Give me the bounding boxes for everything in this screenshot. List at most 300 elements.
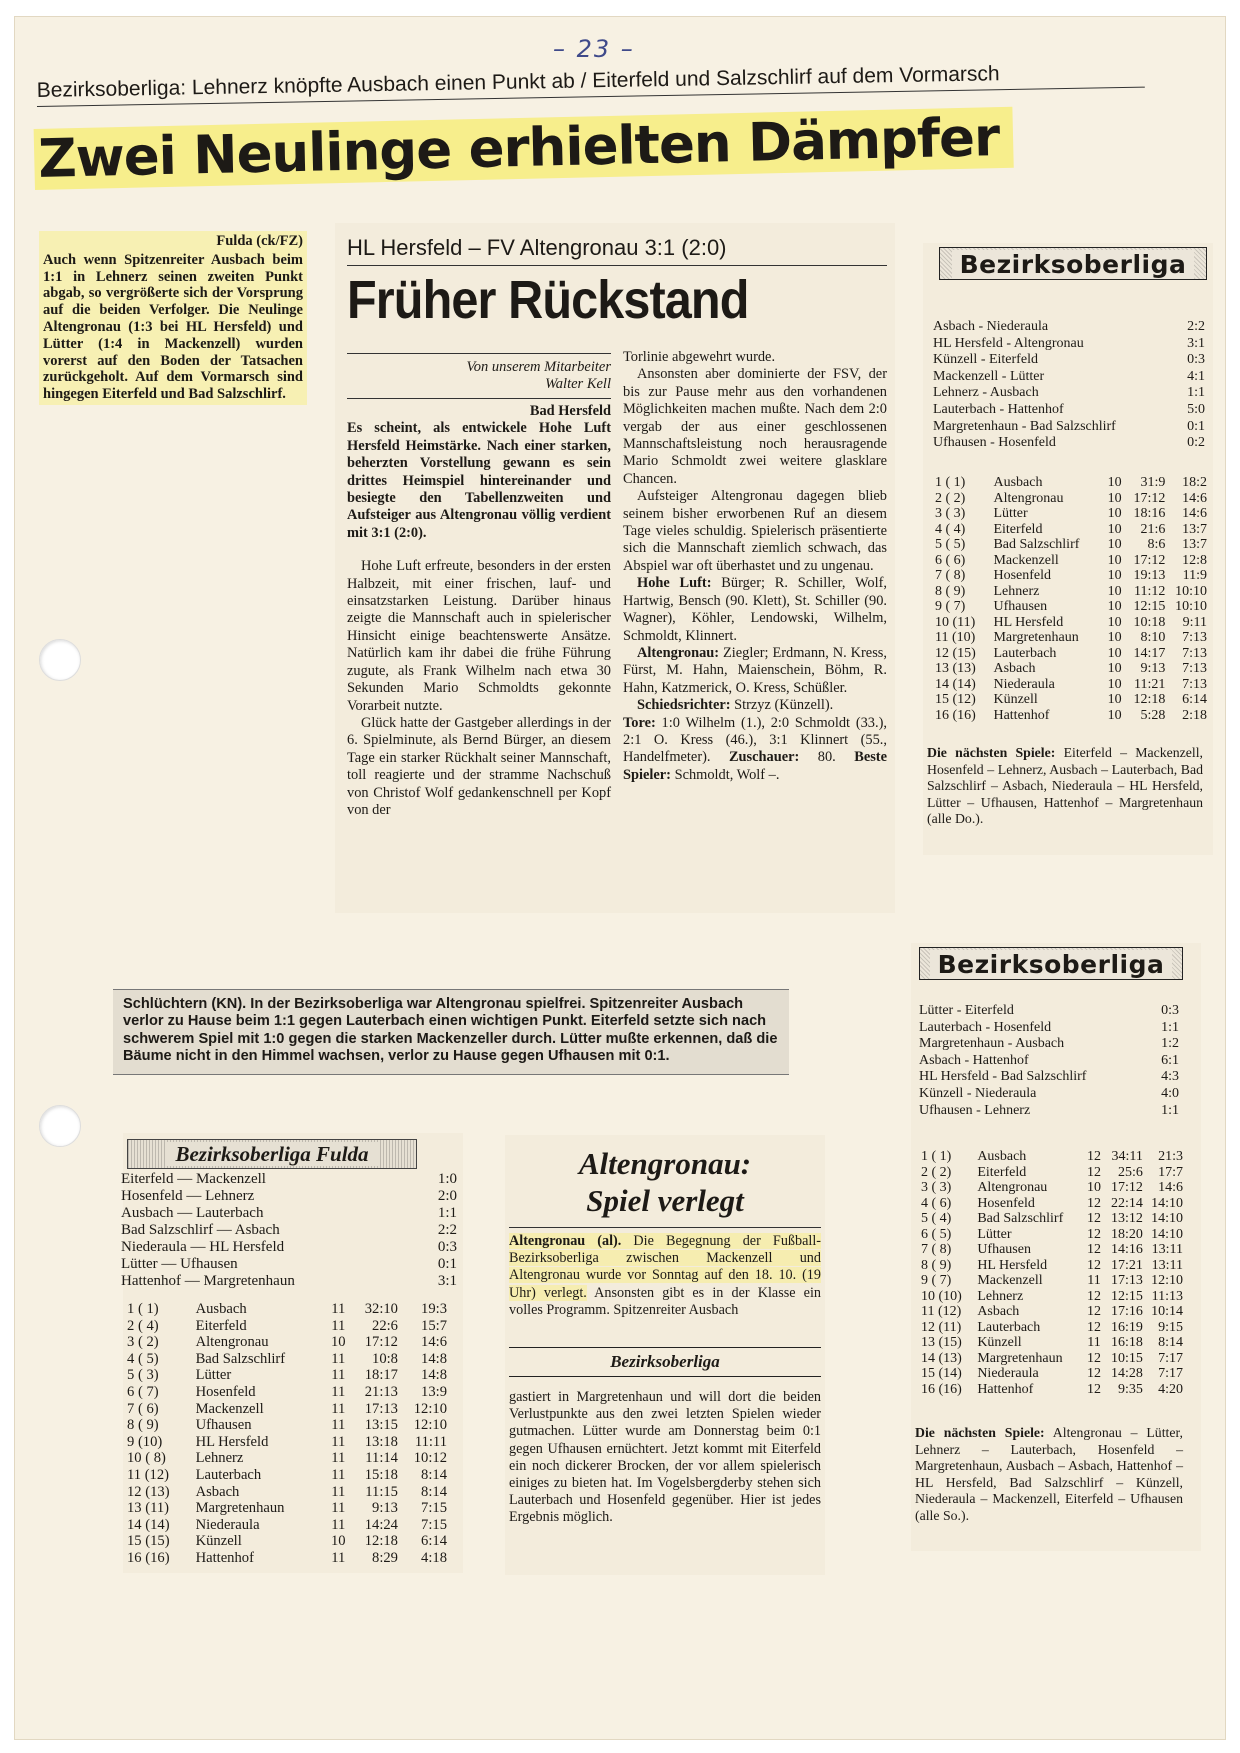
table-goals: 8:10 [1140, 630, 1166, 645]
table-row [935, 584, 1207, 600]
table-rank: 8 ( 9) [935, 583, 966, 599]
result-match: Lütter — Ufhausen [121, 1256, 238, 1272]
table-team: Ufhausen [977, 1242, 1031, 1257]
result-row [121, 1205, 457, 1222]
result-score: 2:0 [437, 1188, 457, 1204]
table-goals: 12:18 [364, 1533, 398, 1550]
table-team: Lehnerz [993, 583, 1040, 599]
result-row [933, 435, 1205, 452]
lineup-home [623, 575, 887, 645]
table-points: 11:13 [1151, 1288, 1183, 1304]
result-row [121, 1273, 457, 1290]
table-points: 13:7 [1182, 537, 1207, 552]
table-goals: 17:12 [1133, 552, 1166, 568]
table-team: Künzell [993, 692, 1038, 707]
table-points: 14:10 [1151, 1226, 1183, 1242]
table-rank: 15 (12) [935, 692, 976, 707]
table-team: Ufhausen [993, 599, 1048, 614]
table-games: 10 [1107, 521, 1122, 537]
table-goals: 31:9 [1140, 475, 1166, 490]
result-match: Asbach - Hattenhof [919, 1052, 1029, 1068]
table-points: 6:14 [421, 1533, 447, 1550]
table-team: HL Hersfeld [195, 1433, 269, 1450]
result-score: 3:1 [437, 1273, 457, 1289]
table-goals: 11:15 [365, 1483, 398, 1500]
table-rank: 10 (10) [921, 1288, 962, 1304]
table-points: 11:9 [1182, 568, 1207, 583]
table-row [127, 1550, 447, 1567]
next-games-text: Altengronau – Lütter, Lehnerz – Lauterbach, Hosenfeld – Margretenhaun, Ausbach – Asbach, Hattenhof – HL Hersfeld, Bad Salzschlirf – Künzell, Niederaula – Mackenzell, Eiterfeld – Ufhausen (alle So.). [915, 1425, 1183, 1523]
table-points: 7:17 [1158, 1366, 1183, 1381]
table-goals: 10:18 [1133, 614, 1166, 630]
table-games: 11 [331, 1450, 346, 1467]
table-games: 11 [331, 1367, 346, 1384]
table-rank: 16 (16) [127, 1549, 170, 1566]
table-games: 10 [1107, 707, 1122, 723]
goals-text: 1:0 Wilhelm (1.), 2:0 Schmoldt (33.), 2:1 O. Kress (46.), 3:1 Klinnert (55., Handelfmeter). [623, 714, 887, 766]
table-rank: 11 (12) [921, 1304, 962, 1319]
result-score: 1:0 [437, 1171, 457, 1187]
table-row [935, 506, 1207, 522]
box4-results [121, 1171, 457, 1290]
result-score: 1:2 [1161, 1036, 1179, 1052]
result-score: 4:3 [1161, 1069, 1179, 1085]
table-team: Hattenhof [977, 1381, 1034, 1397]
table-goals: 16:18 [1111, 1335, 1143, 1350]
byline-line-1: Von unserem Mitarbeiter [466, 359, 611, 375]
result-score: 0:1 [437, 1256, 457, 1272]
report-rule-top [347, 265, 887, 266]
table-goals: 17:13 [1111, 1273, 1143, 1288]
byline-rule [347, 398, 611, 399]
table-points: 7:15 [421, 1516, 447, 1533]
table-team: Eiterfeld [993, 521, 1043, 537]
table-goals: 10:8 [372, 1350, 398, 1367]
table-team: Bad Salzschlirf [195, 1350, 286, 1367]
table-games: 11 [331, 1350, 346, 1367]
table-row [935, 537, 1207, 553]
table-points: 12:10 [413, 1417, 447, 1434]
table-goals: 12:15 [1111, 1288, 1143, 1304]
result-match: Hattenhof — Margretenhaun [121, 1273, 295, 1289]
table-games: 10 [1107, 490, 1122, 506]
table-goals: 8:6 [1147, 537, 1166, 552]
result-score: 6:1 [1161, 1052, 1179, 1068]
table-goals: 19:13 [1133, 568, 1166, 583]
table-rank: 7 ( 8) [921, 1242, 952, 1257]
page-number: – 23 – [553, 35, 635, 63]
standings-box-3-title: Bezirksoberliga [930, 950, 1173, 979]
result-match: Ufhausen - Hosenfeld [933, 435, 1056, 451]
table-row [127, 1517, 447, 1534]
table-rank: 3 ( 3) [921, 1180, 952, 1195]
table-row [921, 1366, 1183, 1382]
table-row [921, 1211, 1183, 1227]
table-goals: 18:20 [1111, 1226, 1143, 1242]
table-games: 12 [1087, 1381, 1102, 1397]
table-row [127, 1301, 447, 1318]
table-rank: 3 ( 3) [935, 506, 966, 521]
table-goals: 17:13 [364, 1400, 398, 1417]
table-points: 10:10 [1175, 583, 1207, 599]
table-points: 10:12 [413, 1450, 447, 1467]
result-match: Ufhausen - Lehnerz [919, 1102, 1031, 1118]
table-goals: 18:17 [364, 1367, 398, 1384]
table-team: Ausbach [195, 1301, 247, 1317]
report-paragraph: Aufsteiger Altengronau dagegen blieb seinem bisher erworbenen Ruf an diesem Tage vieles schuldig. Spielerisch präsentierte sich die Mannschaft ziemlich schwach, das Abspiel war oft überhastet und zu ungenau. [623, 488, 887, 574]
table-row [127, 1401, 447, 1418]
table-row [921, 1149, 1183, 1165]
table-points: 7:17 [1158, 1350, 1183, 1366]
result-row [121, 1171, 457, 1188]
table-points: 19:3 [421, 1301, 447, 1317]
table-team: HL Hersfeld [993, 614, 1064, 630]
table-points: 14:6 [1158, 1180, 1183, 1195]
table-points: 13:11 [1151, 1242, 1183, 1257]
result-row [121, 1222, 457, 1239]
table-row [127, 1533, 447, 1550]
result-row [933, 419, 1205, 436]
result-match: Künzell - Niederaula [919, 1085, 1037, 1101]
best-players-label: Beste Spieler: [623, 749, 887, 783]
table-points: 21:3 [1158, 1149, 1183, 1164]
table-team: Eiterfeld [977, 1164, 1027, 1180]
table-points: 7:13 [1182, 630, 1207, 645]
result-match: Eiterfeld — Mackenzell [121, 1171, 266, 1187]
table-rank: 10 ( 8) [127, 1450, 166, 1467]
table-goals: 15:18 [364, 1466, 398, 1483]
result-row [919, 1086, 1179, 1103]
result-score: 3:1 [1187, 335, 1205, 351]
table-team: HL Hersfeld [977, 1257, 1048, 1273]
table-team: Altengronau [195, 1334, 269, 1351]
table-points: 7:15 [421, 1500, 447, 1517]
table-team: Lütter [993, 506, 1028, 521]
table-row [921, 1258, 1183, 1274]
table-goals: 9:13 [372, 1500, 398, 1517]
table-games: 12 [1087, 1226, 1102, 1242]
table-points: 6:14 [1182, 692, 1207, 707]
kn-text: In der Bezirksoberliga war Altengronau spielfrei. Spitzenreiter Ausbach verlor zu Hause beim 1:1 gegen Lauterbach einen wichtigen Punkt. Eiterfeld setzte sich nach schwerem Spiel mit 1:0 gegen die starken Mackenzeller durch. Lütter mußte erkennen, daß die Bäume nicht in den Himmel wachsen, verlor zu Hause gegen Ufhausen mit 0:1. [123, 996, 778, 1065]
table-team: Lauterbach [195, 1466, 262, 1483]
table-team: Mackenzell [993, 552, 1059, 568]
table-rank: 10 (11) [935, 614, 976, 630]
table-row [935, 677, 1207, 693]
report-match-line: HL Hersfeld – FV Altengronau 3:1 (2:0) [347, 235, 727, 260]
table-row [935, 646, 1207, 662]
table-games: 12 [1087, 1288, 1102, 1304]
table-goals: 10:15 [1111, 1350, 1143, 1366]
table-points: 4:18 [421, 1549, 447, 1566]
report-title: Früher Rückstand [347, 270, 749, 330]
box1-standings-table [935, 475, 1207, 723]
lineup-away-label: Altengronau: [637, 644, 720, 661]
best-players-text: Schmoldt, Wolf –. [670, 766, 780, 783]
table-team: Hosenfeld [195, 1383, 256, 1400]
table-goals: 12:18 [1133, 692, 1166, 707]
report-dateline: Bad Hersfeld [529, 403, 611, 419]
table-row [935, 491, 1207, 507]
standings-box-4-title: Bezirksoberliga Fulda [165, 1142, 378, 1166]
table-row [127, 1467, 447, 1484]
table-goals: 34:11 [1111, 1149, 1143, 1164]
table-points: 9:11 [1182, 614, 1207, 630]
table-rank: 15 (14) [921, 1366, 962, 1381]
table-team: Mackenzell [195, 1400, 264, 1417]
table-row [935, 661, 1207, 677]
table-games: 10 [1107, 568, 1122, 583]
alto-text-bottom: gastiert in Margretenhaun und will dort die beiden Verlustpunkte aus den zwei letzten Spielen wieder gutmachen. Lütter wurde am Donnerstag beim 0:1 gegen Ufhausen ernüchtert. Jetzt kommt mit Eiterfeld ein noch dickerer Brocken, der vor allem spielerisch einiges zu bieten hat. Im Vogelsbergderby stehen sich Lauterbach und Hosenfeld gegenüber. Hier ist jedes Ergebnis möglich. [509, 1389, 821, 1526]
table-goals: 17:16 [1111, 1304, 1143, 1319]
table-rank: 5 ( 5) [935, 537, 966, 552]
table-row [921, 1289, 1183, 1305]
table-team: Altengronau [977, 1180, 1048, 1195]
table-team: Hosenfeld [977, 1195, 1035, 1211]
table-points: 17:7 [1158, 1164, 1183, 1180]
punch-hole-bottom [39, 1105, 81, 1147]
result-row [919, 1103, 1179, 1120]
table-points: 9:15 [1158, 1319, 1183, 1335]
table-rank: 7 ( 6) [127, 1400, 159, 1417]
table-points: 18:2 [1182, 475, 1207, 490]
table-points: 12:8 [1182, 552, 1207, 568]
result-match: Margretenhaun - Ausbach [919, 1036, 1065, 1052]
punch-hole-top [39, 639, 81, 681]
table-points: 10:10 [1175, 599, 1207, 614]
table-goals: 9:13 [1140, 661, 1166, 676]
result-row [919, 1036, 1179, 1053]
box3-results [919, 1003, 1179, 1119]
scanned-page [14, 16, 1226, 1740]
table-team: Mackenzell [977, 1273, 1043, 1288]
result-score: 1:1 [1187, 385, 1205, 401]
table-rank: 16 (16) [921, 1381, 962, 1397]
table-games: 12 [1087, 1149, 1102, 1164]
table-games: 11 [331, 1433, 346, 1450]
table-team: Ufhausen [195, 1417, 252, 1434]
lineup-away-text: Ziegler; Erdmann, N. Kress, Fürst, M. Hahn, Maienschein, Böhm, R. Hahn, Katzmerick, O. Kress, Schüßler. [623, 644, 887, 696]
table-goals: 13:18 [364, 1433, 398, 1450]
lineup-home-text: Bürger; R. Schiller, Wolf, Hartwig, Bensch (90. Klett), St. Schiller (90. Wagner), Köhler, Lendowski, Wilhelm, Schmoldt, Klinnert. [623, 575, 888, 644]
table-row [921, 1180, 1183, 1196]
next-games-label: Die nächsten Spiele: [915, 1425, 1045, 1440]
table-rank: 6 ( 5) [921, 1226, 952, 1242]
table-rank: 3 ( 2) [127, 1334, 159, 1351]
table-rank: 7 ( 8) [935, 568, 966, 583]
goals [623, 715, 887, 785]
table-row [921, 1304, 1183, 1320]
table-goals: 17:12 [1133, 490, 1166, 506]
result-score: 1:1 [437, 1205, 457, 1221]
table-team: Ausbach [993, 475, 1043, 490]
table-points: 7:13 [1182, 661, 1207, 676]
result-match: Margretenhaun - Bad Salzschlirf [933, 418, 1116, 434]
table-games: 11 [331, 1466, 346, 1483]
table-row [935, 599, 1207, 615]
table-points: 4:20 [1158, 1381, 1183, 1397]
report-paragraph: Hohe Luft erfreute, besonders in der ersten Halbzeit, mit einer frischen, lauf- und einsatzstarken Leistung. Darüber hinaus zeigte die Mannschaft auch in spielerischer Hinsicht einige beachtenswerte Ansätze. Natürlich kam ihr dabei die frühe Führung zugute, als Frank Wilhelm nach etwa 30 Sekunden Mario Schmoldts gekonnte Vorarbeit nutzte. [347, 558, 611, 714]
lineup-home-label: Hohe Luft: [637, 575, 712, 592]
table-games: 11 [331, 1549, 346, 1566]
table-goals: 8:29 [372, 1549, 398, 1566]
table-row [935, 522, 1207, 538]
table-rank: 5 ( 4) [921, 1211, 952, 1226]
result-score: 1:1 [1161, 1019, 1179, 1035]
table-rank: 1 ( 1) [935, 475, 966, 490]
table-row [935, 692, 1207, 708]
table-team: Asbach [993, 661, 1036, 676]
table-team: Margretenhaun [977, 1350, 1063, 1366]
result-match: Bad Salzschlirf — Asbach [121, 1222, 280, 1238]
result-row [933, 319, 1205, 336]
table-team: Ausbach [977, 1149, 1027, 1164]
intro-dateline: Fulda (ck/FZ) [216, 233, 303, 249]
table-points: 8:14 [1158, 1335, 1183, 1350]
alto-text-top [509, 1233, 821, 1319]
intro-article [39, 231, 307, 405]
table-row [935, 708, 1207, 724]
result-score: 4:1 [1187, 368, 1205, 384]
table-team: Bad Salzschlirf [977, 1211, 1064, 1226]
table-games: 10 [1107, 614, 1122, 630]
result-match: Lehnerz - Ausbach [933, 385, 1039, 401]
table-games: 12 [1087, 1211, 1102, 1226]
table-points: 15:7 [421, 1317, 447, 1334]
table-team: Niederaula [993, 676, 1055, 692]
table-games: 11 [331, 1317, 346, 1334]
result-row [121, 1188, 457, 1205]
table-points: 10:14 [1151, 1304, 1183, 1319]
table-row [935, 568, 1207, 584]
table-rank: 14 (14) [127, 1516, 170, 1533]
table-games: 10 [1107, 537, 1122, 552]
table-rank: 6 ( 7) [127, 1383, 159, 1400]
referee-text: Strzyz (Künzell). [730, 697, 834, 714]
result-row [933, 369, 1205, 386]
table-goals: 11:14 [365, 1450, 398, 1467]
table-rank: 9 (10) [127, 1433, 163, 1450]
report-paragraph: Ansonsten aber dominierte der FSV, der bis zur Pause mehr aus den vorhandenen Möglichkeiten machen mußte. Nach dem 2:0 vergab der aus einer geschlossenen Mannschaftsleistung noch herausragende Mario Schmoldt zwei weitere glasklare Chancen. [623, 366, 887, 487]
box4-standings-table [127, 1301, 447, 1567]
table-games: 11 [331, 1483, 346, 1500]
table-games: 11 [331, 1383, 346, 1400]
table-team: Künzell [195, 1533, 242, 1550]
result-match: Ausbach — Lauterbach [121, 1205, 264, 1221]
table-team: Eiterfeld [195, 1317, 247, 1334]
report-paragraph: Glück hatte der Gastgeber allerdings in der 6. Spielminute, als Bernd Bürger, an diesem Tage ein starker Rückhalt seiner Mannschaft, toll reagierte und der stramme Nachschuß von Christof Wolf gedankenschnell per Kopf von der [347, 714, 611, 818]
table-goals: 22:6 [372, 1317, 398, 1334]
table-team: Hosenfeld [993, 568, 1052, 583]
result-score: 2:2 [1187, 319, 1205, 334]
table-row [127, 1351, 447, 1368]
result-match: HL Hersfeld - Altengronau [933, 335, 1084, 351]
table-team: Asbach [977, 1304, 1020, 1319]
table-row [127, 1417, 447, 1434]
box3-standings-table [921, 1149, 1183, 1397]
table-games: 10 [1107, 676, 1122, 692]
alto-dateline: Altengronau (al). [509, 1233, 622, 1249]
table-games: 12 [1087, 1164, 1102, 1180]
report-column-2 [623, 349, 887, 784]
result-match: Lauterbach - Hattenhof [933, 401, 1064, 417]
crowd-text: 80. [799, 749, 836, 766]
table-rank: 5 ( 3) [127, 1367, 159, 1384]
report-rule-mid [347, 353, 611, 354]
table-points: 12:10 [413, 1400, 447, 1417]
report-column-1 [347, 359, 611, 819]
table-games: 10 [1107, 645, 1122, 661]
table-row [127, 1367, 447, 1384]
table-goals: 11:12 [1134, 583, 1166, 599]
table-rank: 13 (13) [935, 661, 976, 676]
table-points: 7:13 [1182, 645, 1207, 661]
table-points: 14:8 [421, 1367, 447, 1384]
result-match: Niederaula — HL Hersfeld [121, 1239, 285, 1255]
kn-dateline: Schlüchtern (KN). [123, 996, 247, 1012]
table-points: 14:6 [1182, 490, 1207, 506]
table-row [921, 1335, 1183, 1351]
table-rank: 14 (13) [921, 1350, 962, 1366]
result-row [919, 1069, 1179, 1086]
table-rank: 4 ( 5) [127, 1350, 159, 1367]
alto-title-line-1: Altengronau: [578, 1146, 752, 1181]
report-paragraph: Torlinie abgewehrt wurde. [623, 349, 776, 365]
kn-article [113, 989, 789, 1075]
table-games: 10 [1107, 583, 1122, 599]
result-row [919, 1053, 1179, 1070]
table-points: 11:11 [414, 1433, 447, 1450]
alto-text-2: Ansonsten gibt es in der Klasse ein volles Programm. Spitzenreiter Ausbach [509, 1284, 821, 1318]
table-games: 11 [331, 1516, 346, 1533]
table-points: 13:11 [1151, 1257, 1183, 1273]
table-points: 8:14 [421, 1466, 447, 1483]
table-row [921, 1165, 1183, 1181]
result-match: Hosenfeld — Lehnerz [121, 1188, 255, 1204]
result-row [919, 1003, 1179, 1020]
table-goals: 25:6 [1118, 1164, 1143, 1180]
table-games: 11 [331, 1500, 346, 1517]
table-row [921, 1320, 1183, 1336]
result-match: Lütter - Eiterfeld [919, 1003, 1014, 1018]
result-row [933, 385, 1205, 402]
table-games: 10 [330, 1334, 346, 1351]
alto-subhead: Bezirksoberliga [509, 1347, 821, 1377]
referee-label: Schiedsrichter: [637, 697, 731, 714]
table-points: 14:6 [421, 1334, 447, 1351]
table-points: 13:7 [1182, 521, 1207, 537]
table-row [127, 1434, 447, 1451]
table-goals: 17:21 [1111, 1257, 1143, 1273]
table-rank: 2 ( 4) [127, 1317, 159, 1334]
result-score: 5:0 [1187, 401, 1205, 417]
standings-box-1-title: Bezirksoberliga [952, 250, 1195, 279]
table-goals: 17:12 [1111, 1180, 1143, 1195]
table-points: 2:18 [1182, 707, 1207, 723]
table-rank: 1 ( 1) [127, 1301, 159, 1317]
table-rank: 2 ( 2) [935, 490, 966, 506]
table-games: 10 [1087, 1180, 1102, 1195]
table-rank: 4 ( 4) [935, 521, 966, 537]
result-score: 0:1 [1187, 418, 1205, 434]
table-goals: 5:28 [1140, 707, 1166, 723]
next-games-text: Eiterfeld – Mackenzell, Hosenfeld – Lehnerz, Ausbach – Lauterbach, Bad Salzschlirf – Asbach, Niederaula – HL Hersfeld, Lütter – Ufhausen, Hattenhof – Margretenhaun (alle Do.). [927, 745, 1203, 826]
table-games: 11 [331, 1301, 346, 1317]
table-rank: 12 (11) [921, 1319, 962, 1335]
result-match: Lauterbach - Hosenfeld [919, 1019, 1052, 1035]
result-score: 0:3 [1187, 352, 1205, 368]
table-points: 8:14 [421, 1483, 447, 1500]
table-goals: 13:15 [364, 1417, 398, 1434]
